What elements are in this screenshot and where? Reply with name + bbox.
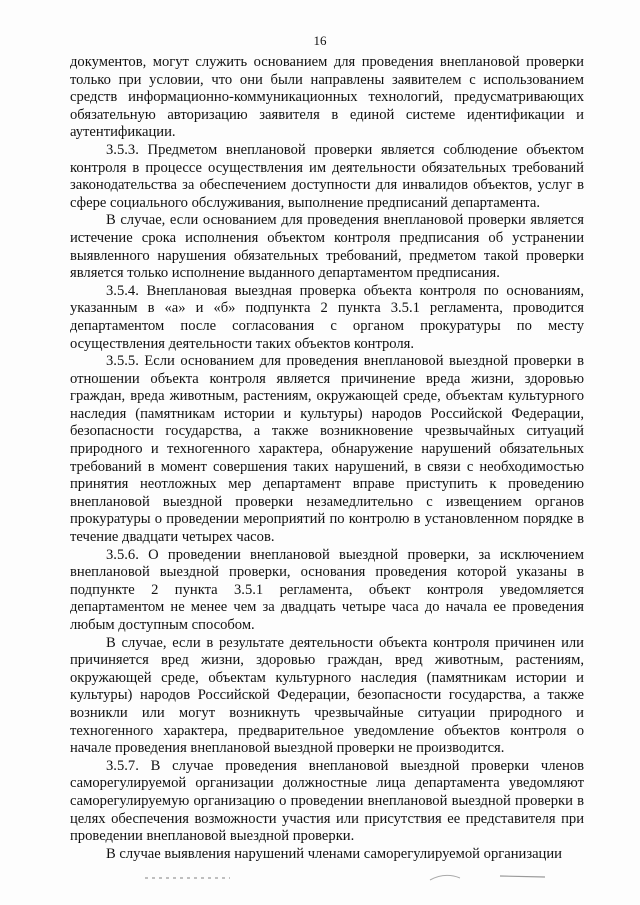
paragraph-3-5-7: 3.5.7. В случае проведения внеплановой выездной проверки членов саморегулируемой организации должностные лица департамента уведомляют саморегулируемую организацию о проведении внеплановой выездной проверки в целях обеспечения возможности участия или присутствия ее представителя при проведении внеплановой выездной проверки. xyxy=(70,757,584,845)
document-body xyxy=(70,54,584,863)
paragraph-3-5-3: 3.5.3. Предметом внеплановой проверки является соблюдение объектом контроля в процессе осуществления им деятельности обязательных требований законодательства за обеспечением доступности для инвалидов объектов, услуг в сфере социального обслуживания, выполнение предписаний департамента. xyxy=(70,141,584,211)
paragraph-3-5-6: 3.5.6. О проведении внеплановой выездной проверки, за исключением внеплановой выездной проверки, основания проведения которой указаны в подпункте 2 пункта 3.5.1 регламента, объект контроля уведомляется департаментом не менее чем за двадцать четыре часа до начала ее проведения любым доступным способом. xyxy=(70,546,584,633)
paragraph-3-5-6-case: В случае, если в результате деятельности объекта контроля причинен или причиняется вред жизни, здоровью граждан, вред животным, растениям, окружающей среде, объектам культурного наследия (памятникам истории и культуры) народов Российской Федерации, безопасности государства, а также возникли или могут возникнуть чрезвычайные ситуации природного и техногенного характера, предварительное уведомление объектов контроля о начале проведения внеплановой выездной проверки не производится. xyxy=(70,634,584,757)
paragraph-3-5-4: 3.5.4. Внеплановая выездная проверка объекта контроля по основаниям, указанным в «а» и «б» подпункта 2 пункта 3.5.1 регламента, проводится департаментом после согласования с органом прокуратуры по месту осуществления деятельности таких объектов контроля. xyxy=(70,282,584,352)
page-number: 16 xyxy=(313,33,327,48)
paragraph-continuation: документов, могут служить основанием для проведения внеплановой проверки только при условии, что они были направлены заявителем с использованием средств информационно-коммуникационных технологий, предусматривающих обязательную авторизацию заявителя в единой системе идентификации и аутентификации. xyxy=(70,54,584,141)
paragraph-3-5-5: 3.5.5. Если основанием для проведения внеплановой выездной проверки в отношении объекта контроля является причинение вреда жизни, здоровью граждан, вреда животным, растениям, окружающей среде, объектам культурного наследия (памятникам истории и культуры) народов Российской Федерации, безопасности государства, а также возникновение чрезвычайных ситуаций природного и техногенного характера, обнаружение нарушений обязательных требований в момент совершения таких нарушений, в связи с необходимостью принятия неотложных мер департамент вправе приступить к проведению внеплановой выездной проверки незамедлительно с извещением органов прокуратуры о проведении мероприятий по контролю в установленном порядке в течение двадцати четырех часов. xyxy=(70,353,584,546)
paragraph-3-5-7-case: В случае выявления нарушений членами саморегулируемой организации xyxy=(106,845,562,862)
scan-artifact-marks xyxy=(0,868,640,888)
paragraph-3-5-3-case: В случае, если основанием для проведения внеплановой проверки является истечение срока исполнения объектом контроля предписания об устранении выявленного нарушения обязательных требований, предметом такой проверки является только исполнение выданного департаментом предписания. xyxy=(70,212,584,282)
